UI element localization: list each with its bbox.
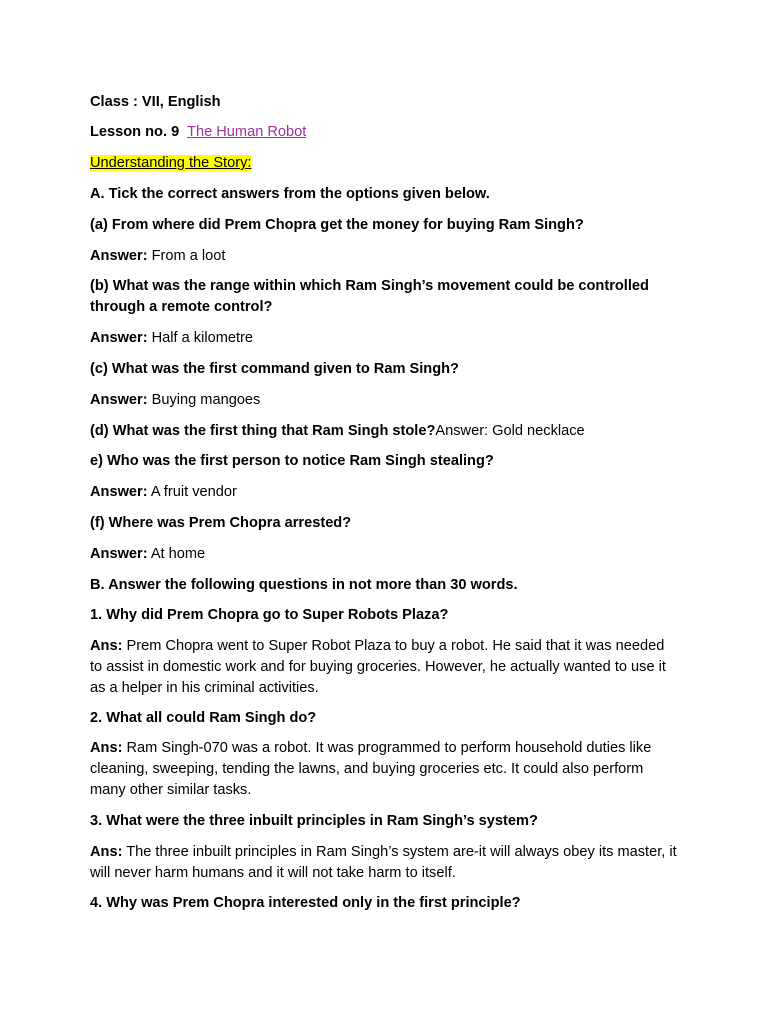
lesson-line [90, 122, 680, 143]
part-a-heading: A. Tick the correct answers from the options given below. [90, 186, 490, 202]
question-b: (b) What was the range within which Ram Singh’s movement could be controlled through a remote control? [90, 278, 649, 315]
question-e: e) Who was the first person to notice Ram Singh stealing? [90, 453, 494, 469]
answer-label: Answer: [90, 248, 148, 264]
answer-text: Prem Chopra went to Super Robot Plaza to buy a robot. He said that it was needed to assist in domestic work and for buying groceries. However, he actually wanted to use it as a helper in his criminal activities. [90, 638, 666, 696]
question-d [90, 421, 680, 442]
question-4: 4. Why was Prem Chopra interested only in the first principle? [90, 895, 521, 911]
answer-label: Ans: [90, 844, 123, 860]
answer-label: Ans: [90, 740, 123, 756]
class-line: Class : VII, English [90, 94, 221, 110]
question-c: (c) What was the first command given to Ram Singh? [90, 361, 459, 377]
answer-1 [90, 636, 680, 699]
answer-label: Answer: [90, 484, 148, 500]
answer-c [90, 390, 680, 411]
answer-label: Ans: [90, 638, 123, 654]
section-heading-text: Understanding the Story: [90, 155, 252, 171]
answer-label: Answer: [90, 546, 148, 562]
answer-text: A fruit vendor [147, 484, 237, 500]
answer-text: Answer: Gold necklace [435, 423, 585, 439]
answer-text: From a loot [147, 248, 226, 264]
lesson-title-link[interactable]: The Human Robot [187, 124, 307, 140]
answer-2 [90, 738, 680, 801]
answer-text: Buying mangoes [147, 392, 261, 408]
answer-text: At home [147, 546, 206, 562]
answer-a [90, 246, 680, 267]
answer-label: Answer: [90, 330, 148, 346]
lesson-label: Lesson no. 9 [90, 124, 180, 140]
answer-b [90, 328, 680, 349]
section-heading [90, 153, 680, 174]
question-text: (d) What was the first thing that Ram Singh stole? [90, 423, 436, 439]
question-f: (f) Where was Prem Chopra arrested? [90, 515, 352, 531]
answer-text: Half a kilometre [147, 330, 254, 346]
answer-3 [90, 842, 680, 884]
answer-text: Ram Singh-070 was a robot. It was programmed to perform household duties like cleaning, sweeping, tending the lawns, and buying groceries etc. It could also perform many other similar tasks. [90, 740, 652, 798]
answer-f [90, 544, 680, 565]
question-2: 2. What all could Ram Singh do? [90, 710, 317, 726]
question-3: 3. What were the three inbuilt principles in Ram Singh’s system? [90, 813, 538, 829]
question-a: (a) From where did Prem Chopra get the money for buying Ram Singh? [90, 217, 584, 233]
answer-text: The three inbuilt principles in Ram Singh’s system are-it will always obey its master, it will never harm humans and it will not take harm to itself. [90, 844, 677, 881]
question-1: 1. Why did Prem Chopra go to Super Robots Plaza? [90, 607, 449, 623]
answer-e [90, 482, 680, 503]
part-b-heading: B. Answer the following questions in not more than 30 words. [90, 577, 518, 593]
answer-label: Answer: [90, 392, 148, 408]
